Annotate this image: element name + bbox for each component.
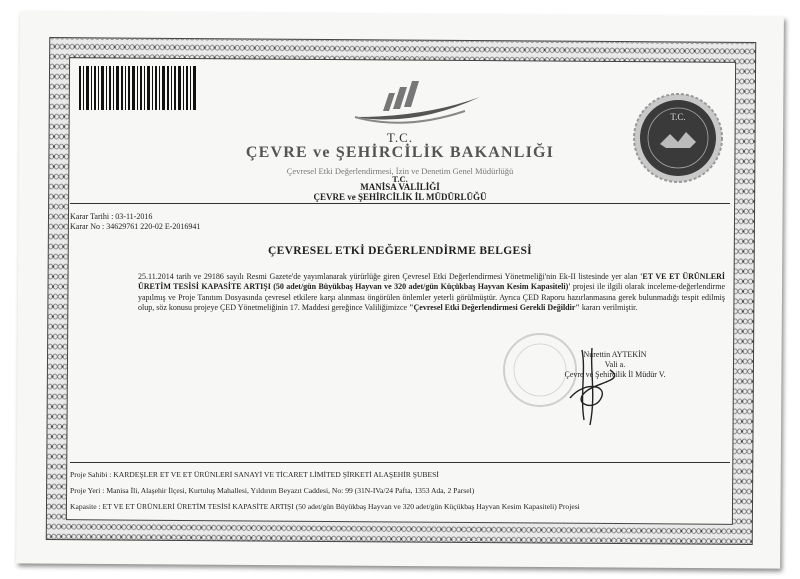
header-divider (70, 203, 730, 204)
project-location: Manisa İli, Alaşehir İlçesi, Kurtuluş Mahallesi, Yıldırım Beyazıt Caddesi, No: 99 (31N-IVa/24 Pafta, 1353 Ada, 2 Parsel) (106, 486, 475, 495)
project-details (70, 467, 730, 515)
signatory-name: Nurettin AYTEKİN (583, 350, 647, 359)
directorate-name: Çevresel Etki Değerlendirmesi, İzin ve Denetim Genel Müdürlüğü (286, 166, 514, 176)
body-part-1: 25.11.2014 tarih ve 29186 sayılı Resmi Gazete'de yayımlanarak yürürlüğe giren Çevresel Etki Değerlendirmesi Yönetmeliği'nin Ek-II listesinde yer alan (138, 272, 641, 281)
project-location-label: Proje Yeri (70, 486, 101, 495)
body-decision: "Çevresel Etki Değerlendirmesi Gerekli Değildir" (409, 302, 580, 312)
signatory-title-2: Çevre ve Şehircilik İl Müdür V. (564, 370, 666, 379)
project-capacity-line: Kapasite : ET VE ET ÜRÜNLERİ ÜRETİM TESİSİ KAPASİTE ARTIŞI (50 adet/gün Büyükbaş Hayvan ve 320 adet/gün Küçükbaş Hayvan Kesim Kapasiteli) Projesi (70, 502, 580, 511)
certificate-body (70, 272, 725, 313)
body-part-2: projesi ile ilgili olarak inceleme-değerlendirme yapılmış ve Proje Tanıtım Dosyasında çevresel etkilere karşı alınması öngörülen önlemler yeterli görülmüştür. Ayrıca ÇED Raporu hazırlanmasına gerek bulunmadığı tespit edilmiş olup, söz konusu projeye ÇED Yönetmeliğinin 17. Maddesi gereğince Valiliğimizce (138, 282, 725, 312)
decision-date-label: Karar Tarihi (70, 212, 110, 221)
seal-text: T.C. (670, 112, 686, 122)
decision-info (70, 212, 200, 232)
ministry-name: ÇEVRE ve ŞEHİRCİLİK BAKANLIĞI (245, 144, 555, 161)
governorship-block (275, 182, 525, 202)
body-project-name: 'ET VE ET ÜRÜNLERİ ÜRETİM TESİSİ KAPASİTE ARTIŞI (50 adet/gün Büyükbaş Hayvan ve 320 adet/gün Küçükbaş Hayvan Kesim Kapasiteli)' (138, 272, 726, 292)
governorship-name: MANİSA VALİLİĞİ (360, 182, 440, 192)
decision-number-line: Karar No : 34629761 220-02 E-2016941 (70, 222, 201, 231)
decision-date: 03-11-2016 (115, 212, 153, 221)
decision-number-label: Karar No (70, 222, 100, 231)
footer-divider (70, 462, 730, 463)
official-seal-icon (632, 92, 724, 184)
project-capacity-label: Kapasite (70, 502, 97, 511)
project-owner-label: Proje Sahibi (70, 470, 108, 479)
barcode (77, 64, 199, 112)
project-location-line: Proje Yeri : Manisa İli, Alaşehir İlçesi, Kurtuluş Mahallesi, Yıldırım Beyazıt Caddesi, No: 99 (31N-IVa/24 Pafta, 1353 Ada, 2 Parsel) (70, 486, 475, 495)
header-tc: T.C. (386, 130, 414, 145)
decision-number: 34629761 220-02 E-2016941 (106, 222, 201, 231)
project-capacity: ET VE ET ÜRÜNLERİ ÜRETİM TESİSİ KAPASİTE ARTIŞI (50 adet/gün Büyükbaş Hayvan ve 320 adet/gün Küçükbaş Hayvan Kesim Kapasiteli) Projesi (102, 502, 580, 511)
signature-icon (540, 340, 650, 430)
signatory-title-1: Vali a. (604, 360, 626, 369)
document-title: ÇEVRESEL ETKİ DEĞERLENDİRME BELGESİ (268, 245, 532, 257)
project-owner: KARDEŞLER ET VE ET ÜRÜNLERİ SANAYİ VE TİCARET LİMİTED ŞİRKETİ ALAŞEHİR ŞUBESİ (113, 470, 439, 479)
ministry-logo-icon (345, 71, 485, 131)
body-part-3: kararı verilmiştir. (579, 302, 638, 312)
project-owner-line: Proje Sahibi : KARDEŞLER ET VE ET ÜRÜNLERİ SANAYİ VE TİCARET LİMİTED ŞİRKETİ ALAŞEHİR ŞUBESİ (70, 470, 439, 479)
header-tc-secondary: T.C. (392, 174, 408, 184)
provincial-directorate-name: ÇEVRE ve ŞEHİRCİLİK İL MÜDÜRLÜĞÜ (313, 192, 487, 202)
decision-date-line: Karar Tarihi : 03-11-2016 (70, 212, 153, 221)
